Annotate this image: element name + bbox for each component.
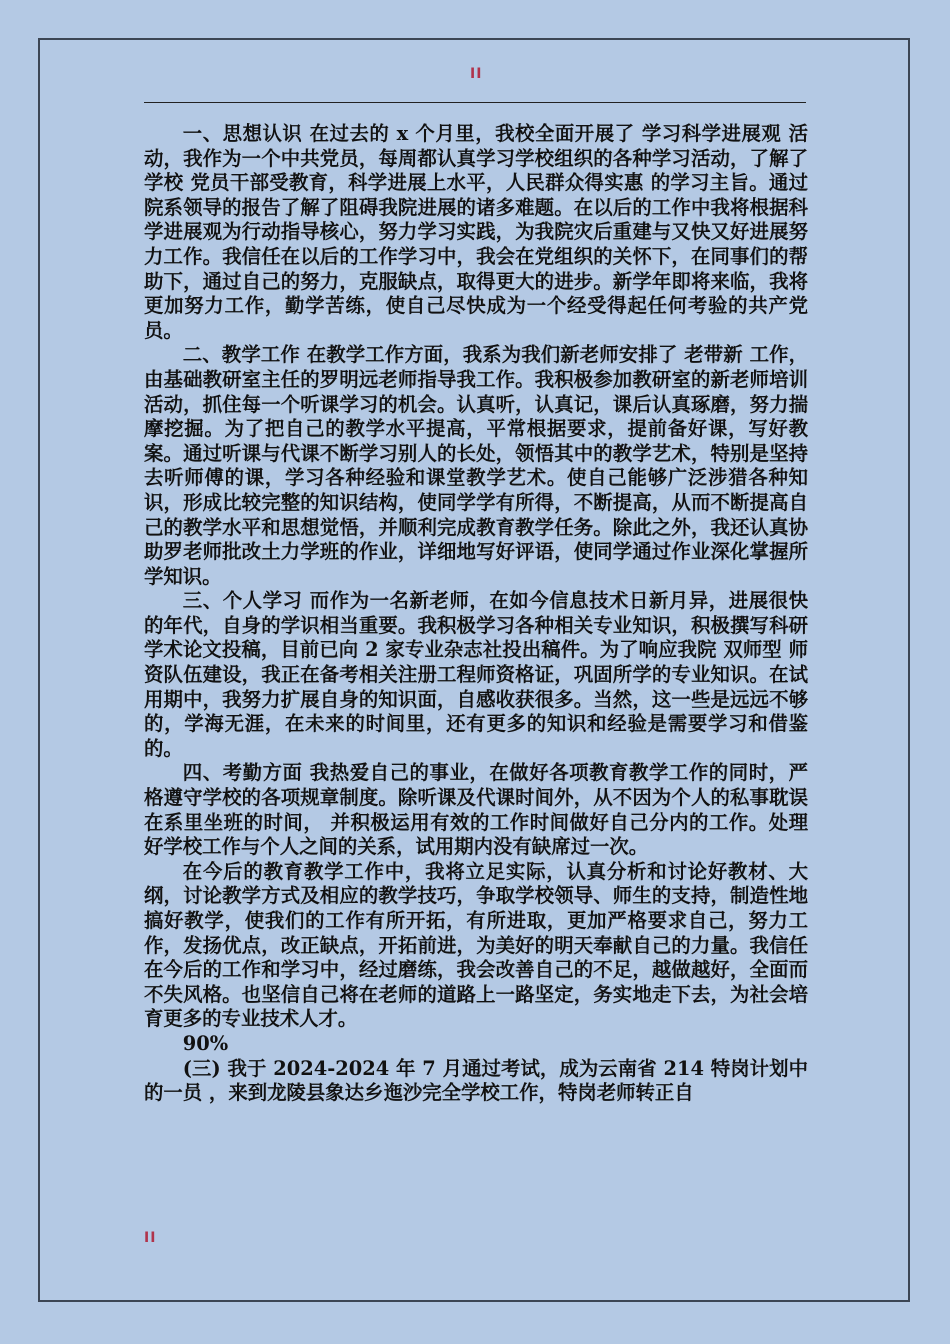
paragraph-teaching: 二、教学工作 在教学工作方面，我系为我们新老师安排了 老带新 工作，由基础教研室主任的罗明远老师指导我工作。我积极参加教研室的新老师培训活动，抓住每一个听课学习的机会。认真听，认真记，课后认真琢磨，努力揣摩挖掘。为了把自己的教学水平提高，平常根据要求，提前备好课，写好教案。通过听课与代课不断学习别人的长处，领悟其中的教学艺术，特别是坚持去听师傅的课，学习各种经验和课堂教学艺术。使自己能够广泛涉猎各种知识，形成比较完整的知识结构，使同学学有所得，不断提高，从而不断提高自己的教学水平和思想觉悟，并顺利完成教育教学任务。除此之外，我还认真协助罗老师批改土力学班的作业，详细地写好评语，使同学通过作业深化掌握所学知识。 (144, 343, 808, 588)
footer-mark: II (144, 1230, 157, 1246)
document-body (144, 122, 808, 1106)
header-rule (144, 102, 806, 103)
paragraph-attendance: 四、考勤方面 我热爱自己的事业，在做好各项教育教学工作的同时，严格遵守学校的各项规章制度。除听课及代课时间外，从不因为个人的私事耽误在系里坐班的时间， 并积极运用有效的工作时间做好自己分内的工作。处理好学校工作与个人之间的关系，试用期内没有缺席过一次。 (144, 761, 808, 859)
paragraph-thought: 一、思想认识 在过去的 x 个月里，我校全面开展了 学习科学进展观 活动，我作为一个中共党员，每周都认真学习学校组织的各种学习活动，了解了学校 党员干部受教育，科学进展上水平，人民群众得实惠 的学习主旨。通过院系领导的报告了解了阻碍我院进展的诸多难题。在以后的工作中我将根据科学进展观为行动指导核心，努力学习实践，为我院灾后重建与又快又好进展努力工作。我信任在以后的工作学习中，我会在党组织的关怀下，在同事们的帮助下，通过自己的努力，克服缺点，取得更大的进步。新学年即将来临，我将更加努力工作，勤学苦练，使自己尽快成为一个经受得起任何考验的共产党员。 (144, 122, 808, 342)
header-mark: II (470, 66, 483, 82)
paragraph-future: 在今后的教育教学工作中，我将立足实际，认真分析和讨论好教材、大纲，讨论教学方式及相应的教学技巧，争取学校领导、师生的支持，制造性地搞好教学，使我们的工作有所开拓，有所进取，更加严格要求自己，努力工作，发扬优点，改正缺点，开拓前进，为美好的明天奉献自己的力量。我信任在今后的工作和学习中，经过磨练，我会改善自己的不足，越做越好，全面而不失风格。也坚信自己将在老师的道路上一路坚定，务实地走下去，为社会培育更多的专业技术人才。 (144, 859, 808, 1031)
paragraph-closing: (三) 我于 2024-2024 年 7 月通过考试，成为云南省 214 特岗计划中的一员 ，来到龙陵县象达乡迤沙完全学校工作，特岗老师转正自 (144, 1056, 808, 1105)
paragraph-study: 三、个人学习 而作为一名新老师，在如今信息技术日新月异，进展很快的年代，自身的学识相当重要。我积极学习各种相关专业知识，积极撰写科研学术论文投稿，目前已向 2 家专业杂志社投出稿件。为了响应我院 双师型 师资队伍建设，我正在备考相关注册工程师资格证，巩固所学的专业知识。在试用期中，我努力扩展自身的知识面，自感收获很多。当然，这一些是远远不够的，学海无涯，在未来的时间里，还有更多的知识和经验是需要学习和借鉴的。 (144, 589, 808, 760)
percent-label: 90% (182, 1031, 229, 1055)
